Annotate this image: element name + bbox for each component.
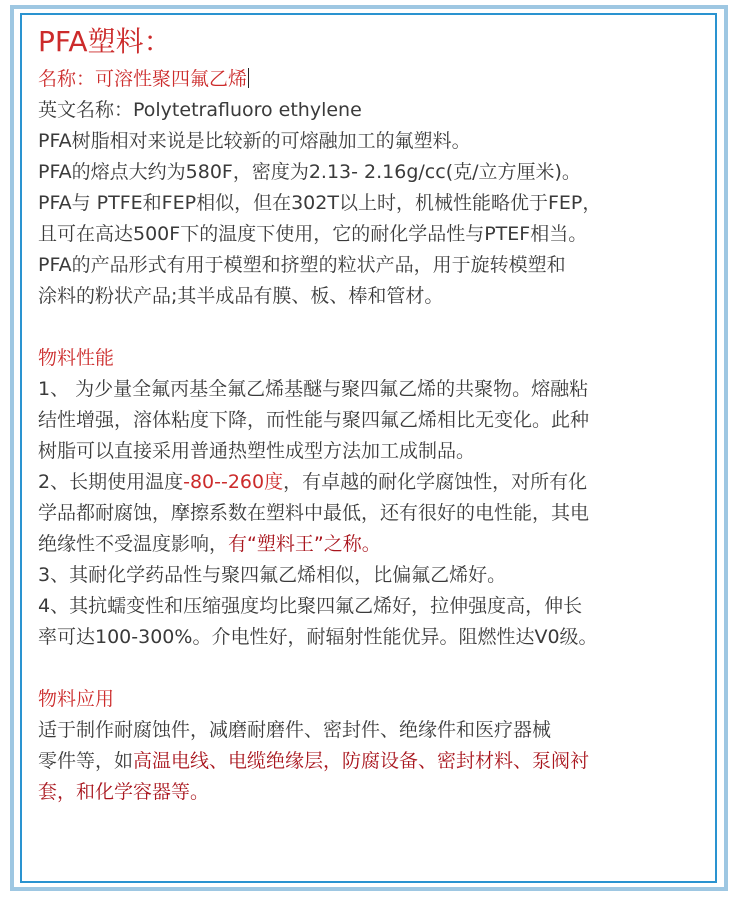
property-line: 4、其抗蠕变性和压缩强度均比聚四氟乙烯好，拉伸强度高，伸长 [38, 595, 583, 617]
property-text: 绝缘性不受温度影响， [38, 533, 229, 555]
application-line [38, 746, 718, 777]
application-line: 套，和化学容器等。 [38, 781, 210, 803]
intro-line: PFA的产品形式有用于模塑和挤塑的粒状产品，用于旋转模塑和 [38, 254, 566, 276]
property-line: 结性增强，溶体粘度下降，而性能与聚四氟乙烯相比无变化。此种 [38, 409, 590, 431]
intro-line: 涂料的粉状产品;其半成品有膜、板、棒和管材。 [38, 285, 444, 307]
application-line: 适于制作耐腐蚀件，减磨耐磨件、密封件、绝缘件和医疗器械 [38, 719, 552, 741]
property-line [38, 467, 718, 498]
document-title: PFA塑料： [38, 25, 172, 58]
application-text: 零件等，如 [38, 750, 134, 772]
temperature-range: -80--260度 [183, 471, 284, 493]
section-gap [38, 653, 718, 684]
intro-line: PFA的熔点大约为580F，密度为2.13- 2.16g/cc(克/立方厘米)。 [38, 161, 581, 183]
property-line: 3、其耐化学药品性与聚四氟乙烯相似，比偏氟乙烯好。 [38, 564, 507, 586]
property-line: 率可达100-300%。介电性好，耐辐射性能优异。阻燃性达V0级。 [38, 626, 598, 648]
application-highlight: 高温电线、电缆绝缘层，防腐设备、密封材料、泵阀衬 [133, 750, 590, 772]
applications-heading: 物料应用 [38, 688, 115, 710]
property-line [38, 529, 718, 560]
property-text: 2、长期使用温度 [38, 471, 184, 493]
properties-heading: 物料性能 [38, 347, 115, 369]
name-line [38, 64, 718, 95]
section-gap [38, 312, 718, 343]
text-cursor [248, 68, 249, 88]
name-text: 名称：可溶性聚四氟乙烯 [38, 68, 248, 90]
property-line: 树脂可以直接采用普通热塑性成型方法加工成制品。 [38, 440, 476, 462]
intro-line: PFA树脂相对来说是比较新的可熔融加工的氟塑料。 [38, 130, 471, 152]
property-line: 学品都耐腐蚀，摩擦系数在塑料中最低，还有很好的电性能，其电 [38, 502, 590, 524]
property-line: 1、 为少量全氟丙基全氟乙烯基醚与聚四氟乙烯的共聚物。熔融粘 [38, 378, 589, 400]
intro-line: 且可在高达500F下的温度下使用，它的耐化学品性与PTEF相当。 [38, 223, 588, 245]
document-content [38, 20, 718, 808]
english-name-line: 英文名称：Polytetrafluoro ethylene [38, 99, 362, 121]
plastic-king-highlight: 有“塑料王”之称。 [228, 533, 381, 555]
intro-line: PFA与 PTFE和FEP相似，但在302T以上时，机械性能略优于FEP， [38, 192, 602, 214]
property-text: ，有卓越的耐化学腐蚀性，对所有化 [283, 471, 588, 493]
